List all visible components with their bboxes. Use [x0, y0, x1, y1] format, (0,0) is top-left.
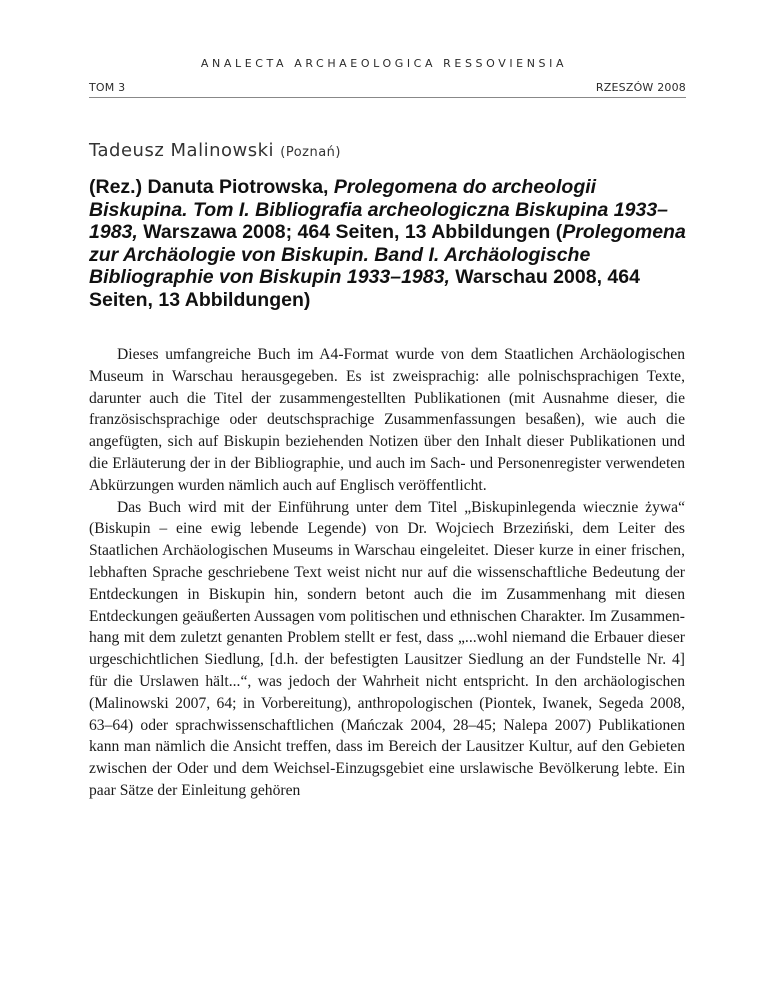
german-title: Prolegomena zur Archäologie von Biskupin. Band I. Archäologische Bibliographie von Biskupin 1933–1983,	[89, 221, 686, 288]
article-body	[89, 344, 685, 802]
book-title: Prolegomena do archeologii Biskupina. Tom I. Bibliografia archeologiczna Biskupina 1933–1983,	[89, 176, 669, 243]
german-publication-info: Warschau 2008, 464 Seiten, 13 Abbildungen)	[89, 266, 640, 311]
journal-name: ANALECTA ARCHAEOLOGICA RESSOVIENSIA	[200, 57, 568, 70]
author-line	[89, 140, 341, 161]
paragraph-1: Dieses umfangreiche Buch im A4-Format wurde von dem Staatlichen Archäologischen Museum in Warschau herausgegeben. Es ist zweisprachig: alle polnischsprachigen Texte, darunter auch die Titel der zusammengestellten Publikationen (mit Ausnahme dieser, die französischsprachige oder deutschsprachige Zusammenfassungen besaßen), wie auch die angefügten, sich auf Biskupin beziehenden Notizen über den Inhalt dieser Publikationen und die Erläuterung der in der Bibliographie, und auch im Sach- und Personenregister verwendeten Abkürzungen wurden nämlich auch auf Englisch veröffentlicht.	[89, 346, 685, 494]
title-prefix: (Rez.) Danuta Piotrowska,	[89, 176, 334, 198]
paragraph-2: Das Buch wird mit der Einführung unter dem Titel „Biskupinlegenda wiecznie żywa“ (Biskupin – eine ewig lebende Legende) von Dr. Wojciech Brzeziński, dem Leiter des Staatlichen Archäologischen Museums in Warschau eingeleitet. Dieser kurze in einer frischen, lebhaften Sprache geschriebene Text weist nicht nur auf die wissenschaftliche Bedeutung der Entdeckungen in Biskupin hin, sondern betont auch die im Zusammenhang mit diesen Entdeckungen geäußerten Aussagen vom politischen und ethnischen Charakter. Im Zusammenhang mit dem zuletzt genanten Problem stellt er fest, dass „...wohl niemand die Erbauer dieser urgeschichtlichen Siedlung, [d.h. der befestigten Lausitzer Siedlung an der Fundstelle Nr. 4] für die Urslawen hält...“, was jedoch der Wahrheit nicht entspricht. In den archäologischen (Malinowski 2007, 64; in Vorbereitung), anthropologischen (Piontek, Iwanek, Segeda 2008, 63–64) oder sprachwissenschaftlichen (Mańczak 2004, 28–45; Nalepa 2007) Publikationen kann man nämlich die Ansicht treffen, dass im Bereich der Lausitzer Kultur, auf den Gebieten zwischen der Oder und dem Weichsel-Einzugsgebiet eine urslawische Bevölkerung lebte. Ein paar Sätze der Einleitung gehören	[89, 498, 685, 799]
review-title	[89, 176, 689, 311]
publication-info: Warszawa 2008; 464 Seiten, 13 Abbildungen (	[137, 221, 563, 243]
header-rule	[89, 97, 686, 98]
volume-label: TOM 3	[89, 81, 126, 94]
author-place: (Poznań)	[280, 145, 341, 160]
place-year-label: RZESZÓW 2008	[595, 81, 686, 94]
author-name: Tadeusz Malinowski	[89, 140, 275, 161]
